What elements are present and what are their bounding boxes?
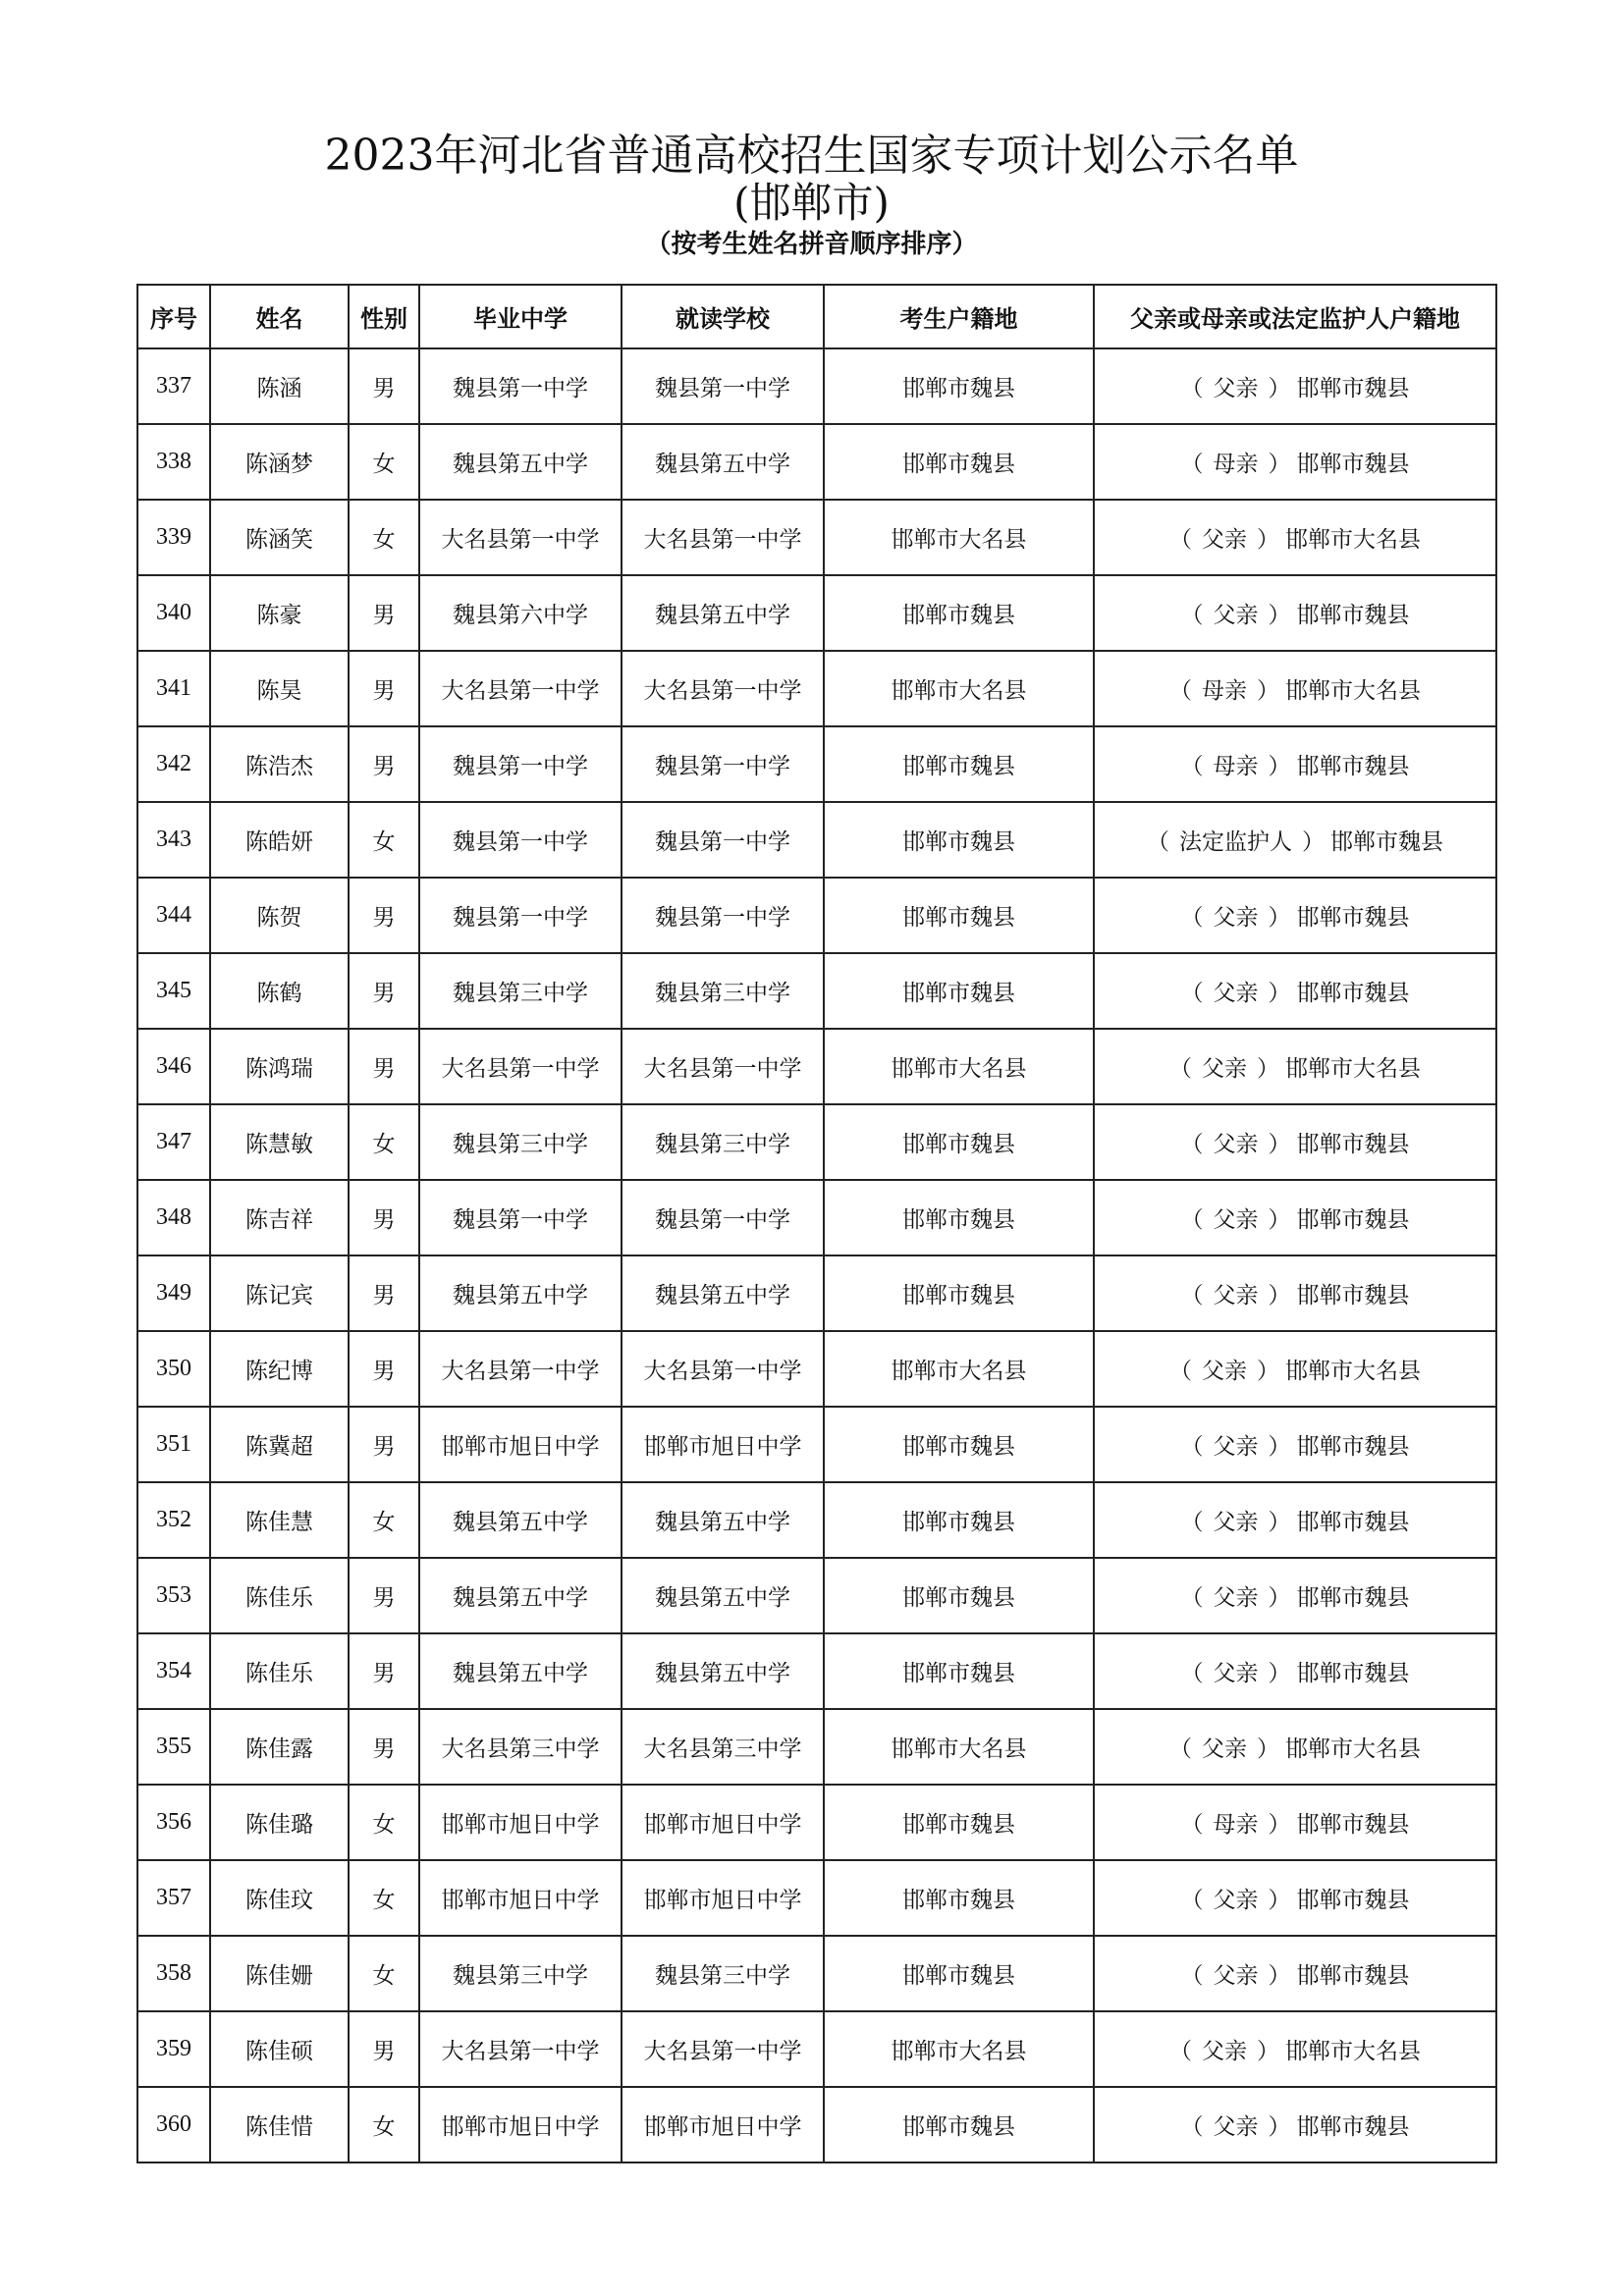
gender-cell: 男 bbox=[349, 348, 419, 424]
guardian-hukou-cell: （ 父亲 ） 邯郸市魏县 bbox=[1094, 1180, 1496, 1255]
gender-cell: 女 bbox=[349, 1936, 419, 2011]
document-subtitle: (邯郸市) bbox=[733, 179, 890, 227]
no-cell: 353 bbox=[137, 1558, 210, 1633]
name-cell: 陈纪博 bbox=[210, 1331, 349, 1407]
current-school-cell: 魏县第五中学 bbox=[622, 575, 824, 651]
column-header-grad-school: 毕业中学 bbox=[419, 285, 622, 348]
hukou-cell: 邯郸市魏县 bbox=[824, 726, 1094, 802]
column-header-name: 姓名 bbox=[210, 285, 349, 348]
name-cell: 陈佳玟 bbox=[210, 1860, 349, 1936]
guardian-place: 邯郸市魏县 bbox=[1296, 1661, 1410, 1686]
name-cell: 陈冀超 bbox=[210, 1407, 349, 1482]
guardian-hukou-cell: （ 父亲 ） 邯郸市魏县 bbox=[1094, 1936, 1496, 2011]
guardian-hukou-cell: （ 父亲 ） 邯郸市魏县 bbox=[1094, 1407, 1496, 1482]
column-header-no: 序号 bbox=[137, 285, 210, 348]
grad-school-cell: 大名县第一中学 bbox=[419, 1331, 622, 1407]
guardian-relation: 母亲 bbox=[1213, 754, 1259, 779]
guardian-place: 邯郸市大名县 bbox=[1285, 678, 1421, 704]
current-school-cell: 邯郸市旭日中学 bbox=[622, 1785, 824, 1860]
current-school-cell: 魏县第一中学 bbox=[622, 802, 824, 878]
grad-school-cell: 魏县第一中学 bbox=[419, 348, 622, 424]
no-cell: 345 bbox=[137, 953, 210, 1029]
current-school-cell: 魏县第五中学 bbox=[622, 1255, 824, 1331]
table-row bbox=[137, 1029, 1496, 1104]
guardian-place: 邯郸市魏县 bbox=[1296, 1434, 1410, 1460]
gender-cell: 男 bbox=[349, 1709, 419, 1785]
guardian-relation: 母亲 bbox=[1213, 452, 1259, 477]
guardian-relation: 父亲 bbox=[1213, 1585, 1259, 1611]
hukou-cell: 邯郸市魏县 bbox=[824, 878, 1094, 953]
name-cell: 陈鸿瑞 bbox=[210, 1029, 349, 1104]
gender-cell: 男 bbox=[349, 575, 419, 651]
guardian-relation: 父亲 bbox=[1213, 603, 1259, 628]
admission-list-table bbox=[136, 284, 1497, 2163]
hukou-cell: 邯郸市大名县 bbox=[824, 651, 1094, 726]
grad-school-cell: 魏县第六中学 bbox=[419, 575, 622, 651]
no-cell: 343 bbox=[137, 802, 210, 878]
hukou-cell: 邯郸市魏县 bbox=[824, 1104, 1094, 1180]
gender-cell: 男 bbox=[349, 1029, 419, 1104]
guardian-hukou-cell: （ 父亲 ） 邯郸市魏县 bbox=[1094, 953, 1496, 1029]
current-school-cell: 大名县第一中学 bbox=[622, 1029, 824, 1104]
guardian-relation: 父亲 bbox=[1213, 905, 1259, 931]
gender-cell: 男 bbox=[349, 953, 419, 1029]
name-cell: 陈佳露 bbox=[210, 1709, 349, 1785]
name-cell: 陈皓妍 bbox=[210, 802, 349, 878]
hukou-cell: 邯郸市魏县 bbox=[824, 1785, 1094, 1860]
document-title: 2023年河北省普通高校招生国家专项计划公示名单 bbox=[324, 131, 1299, 181]
guardian-place: 邯郸市魏县 bbox=[1296, 754, 1410, 779]
name-cell: 陈鹤 bbox=[210, 953, 349, 1029]
guardian-hukou-cell: （ 父亲 ） 邯郸市大名县 bbox=[1094, 1709, 1496, 1785]
table-row bbox=[137, 1936, 1496, 2011]
hukou-cell: 邯郸市魏县 bbox=[824, 1407, 1094, 1482]
gender-cell: 女 bbox=[349, 1860, 419, 1936]
grad-school-cell: 魏县第五中学 bbox=[419, 1633, 622, 1709]
grad-school-cell: 邯郸市旭日中学 bbox=[419, 1407, 622, 1482]
guardian-hukou-cell: （ 父亲 ） 邯郸市大名县 bbox=[1094, 2011, 1496, 2087]
no-cell: 352 bbox=[137, 1482, 210, 1558]
guardian-hukou-cell: （ 父亲 ） 邯郸市魏县 bbox=[1094, 1104, 1496, 1180]
current-school-cell: 魏县第一中学 bbox=[622, 348, 824, 424]
gender-cell: 男 bbox=[349, 878, 419, 953]
guardian-relation: 父亲 bbox=[1213, 1132, 1259, 1157]
grad-school-cell: 魏县第三中学 bbox=[419, 1936, 622, 2011]
name-cell: 陈吉祥 bbox=[210, 1180, 349, 1255]
no-cell: 341 bbox=[137, 651, 210, 726]
guardian-relation: 父亲 bbox=[1213, 981, 1259, 1006]
guardian-hukou-cell: （ 父亲 ） 邯郸市魏县 bbox=[1094, 1633, 1496, 1709]
table-row bbox=[137, 2011, 1496, 2087]
gender-cell: 女 bbox=[349, 802, 419, 878]
sort-note: （按考生姓名拼音顺序排序） bbox=[645, 230, 978, 259]
hukou-cell: 邯郸市大名县 bbox=[824, 1331, 1094, 1407]
hukou-cell: 邯郸市魏县 bbox=[824, 1255, 1094, 1331]
name-cell: 陈佳乐 bbox=[210, 1633, 349, 1709]
hukou-cell: 邯郸市大名县 bbox=[824, 500, 1094, 575]
no-cell: 355 bbox=[137, 1709, 210, 1785]
guardian-hukou-cell: （ 父亲 ） 邯郸市魏县 bbox=[1094, 2087, 1496, 2163]
table-row bbox=[137, 953, 1496, 1029]
guardian-place: 邯郸市魏县 bbox=[1330, 829, 1443, 855]
table-row bbox=[137, 726, 1496, 802]
gender-cell: 男 bbox=[349, 726, 419, 802]
guardian-place: 邯郸市魏县 bbox=[1296, 1812, 1410, 1838]
name-cell: 陈浩杰 bbox=[210, 726, 349, 802]
guardian-place: 邯郸市魏县 bbox=[1296, 452, 1410, 477]
current-school-cell: 魏县第五中学 bbox=[622, 424, 824, 500]
name-cell: 陈佳姗 bbox=[210, 1936, 349, 2011]
guardian-hukou-cell: （ 法定监护人 ） 邯郸市魏县 bbox=[1094, 802, 1496, 878]
no-cell: 357 bbox=[137, 1860, 210, 1936]
current-school-cell: 魏县第一中学 bbox=[622, 726, 824, 802]
guardian-place: 邯郸市大名县 bbox=[1285, 1056, 1421, 1082]
guardian-place: 邯郸市魏县 bbox=[1296, 1510, 1410, 1535]
grad-school-cell: 大名县第一中学 bbox=[419, 2011, 622, 2087]
grad-school-cell: 大名县第一中学 bbox=[419, 500, 622, 575]
no-cell: 351 bbox=[137, 1407, 210, 1482]
gender-cell: 男 bbox=[349, 2011, 419, 2087]
no-cell: 342 bbox=[137, 726, 210, 802]
gender-cell: 女 bbox=[349, 2087, 419, 2163]
guardian-relation: 父亲 bbox=[1202, 1056, 1247, 1082]
no-cell: 356 bbox=[137, 1785, 210, 1860]
column-header-gender: 性别 bbox=[349, 285, 419, 348]
table-row bbox=[137, 651, 1496, 726]
table-row bbox=[137, 1558, 1496, 1633]
name-cell: 陈佳慧 bbox=[210, 1482, 349, 1558]
no-cell: 359 bbox=[137, 2011, 210, 2087]
name-cell: 陈佳惜 bbox=[210, 2087, 349, 2163]
hukou-cell: 邯郸市魏县 bbox=[824, 348, 1094, 424]
guardian-place: 邯郸市魏县 bbox=[1296, 2114, 1410, 2140]
guardian-relation: 父亲 bbox=[1213, 1434, 1259, 1460]
gender-cell: 女 bbox=[349, 500, 419, 575]
guardian-place: 邯郸市魏县 bbox=[1296, 603, 1410, 628]
table-row bbox=[137, 2087, 1496, 2163]
hukou-cell: 邯郸市大名县 bbox=[824, 1709, 1094, 1785]
no-cell: 344 bbox=[137, 878, 210, 953]
guardian-place: 邯郸市大名县 bbox=[1285, 1736, 1421, 1762]
no-cell: 337 bbox=[137, 348, 210, 424]
name-cell: 陈贺 bbox=[210, 878, 349, 953]
gender-cell: 男 bbox=[349, 1180, 419, 1255]
name-cell: 陈慧敏 bbox=[210, 1104, 349, 1180]
no-cell: 349 bbox=[137, 1255, 210, 1331]
grad-school-cell: 魏县第一中学 bbox=[419, 878, 622, 953]
table-row bbox=[137, 348, 1496, 424]
guardian-relation: 父亲 bbox=[1202, 527, 1247, 553]
table-row bbox=[137, 802, 1496, 878]
guardian-hukou-cell: （ 父亲 ） 邯郸市魏县 bbox=[1094, 878, 1496, 953]
guardian-place: 邯郸市大名县 bbox=[1285, 2039, 1421, 2064]
grad-school-cell: 大名县第一中学 bbox=[419, 1029, 622, 1104]
guardian-hukou-cell: （ 父亲 ） 邯郸市大名县 bbox=[1094, 1331, 1496, 1407]
gender-cell: 男 bbox=[349, 1633, 419, 1709]
hukou-cell: 邯郸市魏县 bbox=[824, 1860, 1094, 1936]
guardian-relation: 父亲 bbox=[1213, 1207, 1259, 1233]
table-row bbox=[137, 1331, 1496, 1407]
hukou-cell: 邯郸市魏县 bbox=[824, 1180, 1094, 1255]
table-row bbox=[137, 1255, 1496, 1331]
gender-cell: 女 bbox=[349, 1482, 419, 1558]
no-cell: 347 bbox=[137, 1104, 210, 1180]
table-row bbox=[137, 1180, 1496, 1255]
gender-cell: 男 bbox=[349, 1407, 419, 1482]
guardian-hukou-cell: （ 父亲 ） 邯郸市大名县 bbox=[1094, 1029, 1496, 1104]
name-cell: 陈佳硕 bbox=[210, 2011, 349, 2087]
guardian-place: 邯郸市魏县 bbox=[1296, 1963, 1410, 1989]
name-cell: 陈涵梦 bbox=[210, 424, 349, 500]
guardian-relation: 法定监护人 bbox=[1179, 829, 1292, 855]
no-cell: 358 bbox=[137, 1936, 210, 2011]
hukou-cell: 邯郸市魏县 bbox=[824, 2087, 1094, 2163]
grad-school-cell: 大名县第一中学 bbox=[419, 651, 622, 726]
name-cell: 陈佳璐 bbox=[210, 1785, 349, 1860]
no-cell: 339 bbox=[137, 500, 210, 575]
guardian-hukou-cell: （ 父亲 ） 邯郸市魏县 bbox=[1094, 1482, 1496, 1558]
hukou-cell: 邯郸市魏县 bbox=[824, 953, 1094, 1029]
table-row bbox=[137, 1633, 1496, 1709]
no-cell: 340 bbox=[137, 575, 210, 651]
current-school-cell: 魏县第五中学 bbox=[622, 1558, 824, 1633]
guardian-hukou-cell: （ 母亲 ） 邯郸市魏县 bbox=[1094, 1785, 1496, 1860]
current-school-cell: 大名县第一中学 bbox=[622, 651, 824, 726]
guardian-place: 邯郸市魏县 bbox=[1296, 981, 1410, 1006]
table-row bbox=[137, 1482, 1496, 1558]
guardian-relation: 父亲 bbox=[1202, 1736, 1247, 1762]
gender-cell: 男 bbox=[349, 1255, 419, 1331]
column-header-hukou: 考生户籍地 bbox=[824, 285, 1094, 348]
no-cell: 354 bbox=[137, 1633, 210, 1709]
gender-cell: 男 bbox=[349, 1558, 419, 1633]
guardian-relation: 父亲 bbox=[1202, 2039, 1247, 2064]
table-row bbox=[137, 1709, 1496, 1785]
current-school-cell: 魏县第五中学 bbox=[622, 1633, 824, 1709]
guardian-hukou-cell: （ 父亲 ） 邯郸市魏县 bbox=[1094, 1860, 1496, 1936]
guardian-hukou-cell: （ 父亲 ） 邯郸市魏县 bbox=[1094, 575, 1496, 651]
guardian-hukou-cell: （ 父亲 ） 邯郸市大名县 bbox=[1094, 500, 1496, 575]
guardian-relation: 父亲 bbox=[1213, 376, 1259, 401]
hukou-cell: 邯郸市魏县 bbox=[824, 1558, 1094, 1633]
gender-cell: 男 bbox=[349, 1331, 419, 1407]
column-header-guardian-hukou: 父亲或母亲或法定监护人户籍地 bbox=[1094, 285, 1496, 348]
current-school-cell: 魏县第三中学 bbox=[622, 953, 824, 1029]
hukou-cell: 邯郸市大名县 bbox=[824, 2011, 1094, 2087]
grad-school-cell: 魏县第一中学 bbox=[419, 1180, 622, 1255]
table-row bbox=[137, 1860, 1496, 1936]
guardian-relation: 父亲 bbox=[1213, 1661, 1259, 1686]
table-row bbox=[137, 575, 1496, 651]
no-cell: 346 bbox=[137, 1029, 210, 1104]
guardian-relation: 父亲 bbox=[1213, 1888, 1259, 1913]
no-cell: 338 bbox=[137, 424, 210, 500]
grad-school-cell: 大名县第三中学 bbox=[419, 1709, 622, 1785]
current-school-cell: 大名县第一中学 bbox=[622, 1331, 824, 1407]
guardian-hukou-cell: （ 父亲 ） 邯郸市魏县 bbox=[1094, 1558, 1496, 1633]
guardian-hukou-cell: （ 母亲 ） 邯郸市魏县 bbox=[1094, 726, 1496, 802]
current-school-cell: 邯郸市旭日中学 bbox=[622, 2087, 824, 2163]
hukou-cell: 邯郸市魏县 bbox=[824, 424, 1094, 500]
hukou-cell: 邯郸市魏县 bbox=[824, 575, 1094, 651]
current-school-cell: 大名县第一中学 bbox=[622, 2011, 824, 2087]
guardian-relation: 母亲 bbox=[1213, 1812, 1259, 1838]
table-row bbox=[137, 878, 1496, 953]
guardian-place: 邯郸市魏县 bbox=[1296, 1585, 1410, 1611]
name-cell: 陈佳乐 bbox=[210, 1558, 349, 1633]
table-header-row bbox=[137, 285, 1496, 348]
hukou-cell: 邯郸市魏县 bbox=[824, 1482, 1094, 1558]
guardian-place: 邯郸市大名县 bbox=[1285, 1359, 1421, 1384]
no-cell: 350 bbox=[137, 1331, 210, 1407]
guardian-relation: 父亲 bbox=[1213, 1510, 1259, 1535]
guardian-place: 邯郸市大名县 bbox=[1285, 527, 1421, 553]
name-cell: 陈豪 bbox=[210, 575, 349, 651]
column-header-current-school: 就读学校 bbox=[622, 285, 824, 348]
guardian-place: 邯郸市魏县 bbox=[1296, 1207, 1410, 1233]
guardian-place: 邯郸市魏县 bbox=[1296, 1132, 1410, 1157]
grad-school-cell: 邯郸市旭日中学 bbox=[419, 1785, 622, 1860]
table-row bbox=[137, 500, 1496, 575]
current-school-cell: 魏县第一中学 bbox=[622, 878, 824, 953]
grad-school-cell: 魏县第三中学 bbox=[419, 953, 622, 1029]
grad-school-cell: 魏县第五中学 bbox=[419, 1255, 622, 1331]
guardian-relation: 父亲 bbox=[1213, 1283, 1259, 1308]
gender-cell: 女 bbox=[349, 1785, 419, 1860]
name-cell: 陈记宾 bbox=[210, 1255, 349, 1331]
current-school-cell: 魏县第三中学 bbox=[622, 1104, 824, 1180]
guardian-hukou-cell: （ 父亲 ） 邯郸市魏县 bbox=[1094, 1255, 1496, 1331]
current-school-cell: 魏县第一中学 bbox=[622, 1180, 824, 1255]
hukou-cell: 邯郸市魏县 bbox=[824, 1936, 1094, 2011]
guardian-place: 邯郸市魏县 bbox=[1296, 1888, 1410, 1913]
grad-school-cell: 魏县第五中学 bbox=[419, 1482, 622, 1558]
guardian-place: 邯郸市魏县 bbox=[1296, 905, 1410, 931]
guardian-place: 邯郸市魏县 bbox=[1296, 376, 1410, 401]
name-cell: 陈涵笑 bbox=[210, 500, 349, 575]
grad-school-cell: 魏县第三中学 bbox=[419, 1104, 622, 1180]
guardian-relation: 父亲 bbox=[1202, 1359, 1247, 1384]
gender-cell: 女 bbox=[349, 424, 419, 500]
table-row bbox=[137, 1104, 1496, 1180]
name-cell: 陈昊 bbox=[210, 651, 349, 726]
table-row bbox=[137, 1407, 1496, 1482]
guardian-relation: 父亲 bbox=[1213, 1963, 1259, 1989]
hukou-cell: 邯郸市大名县 bbox=[824, 1029, 1094, 1104]
grad-school-cell: 魏县第一中学 bbox=[419, 726, 622, 802]
guardian-relation: 母亲 bbox=[1202, 678, 1247, 704]
hukou-cell: 邯郸市魏县 bbox=[824, 1633, 1094, 1709]
current-school-cell: 大名县第一中学 bbox=[622, 500, 824, 575]
gender-cell: 男 bbox=[349, 651, 419, 726]
table-row bbox=[137, 424, 1496, 500]
grad-school-cell: 魏县第五中学 bbox=[419, 424, 622, 500]
current-school-cell: 邯郸市旭日中学 bbox=[622, 1407, 824, 1482]
grad-school-cell: 邯郸市旭日中学 bbox=[419, 2087, 622, 2163]
guardian-hukou-cell: （ 母亲 ） 邯郸市大名县 bbox=[1094, 651, 1496, 726]
no-cell: 348 bbox=[137, 1180, 210, 1255]
grad-school-cell: 魏县第一中学 bbox=[419, 802, 622, 878]
current-school-cell: 邯郸市旭日中学 bbox=[622, 1860, 824, 1936]
guardian-hukou-cell: （ 父亲 ） 邯郸市魏县 bbox=[1094, 348, 1496, 424]
no-cell: 360 bbox=[137, 2087, 210, 2163]
gender-cell: 女 bbox=[349, 1104, 419, 1180]
grad-school-cell: 邯郸市旭日中学 bbox=[419, 1860, 622, 1936]
guardian-hukou-cell: （ 母亲 ） 邯郸市魏县 bbox=[1094, 424, 1496, 500]
current-school-cell: 魏县第五中学 bbox=[622, 1482, 824, 1558]
table-row bbox=[137, 1785, 1496, 1860]
current-school-cell: 大名县第三中学 bbox=[622, 1709, 824, 1785]
guardian-relation: 父亲 bbox=[1213, 2114, 1259, 2140]
current-school-cell: 魏县第三中学 bbox=[622, 1936, 824, 2011]
name-cell: 陈涵 bbox=[210, 348, 349, 424]
grad-school-cell: 魏县第五中学 bbox=[419, 1558, 622, 1633]
guardian-place: 邯郸市魏县 bbox=[1296, 1283, 1410, 1308]
hukou-cell: 邯郸市魏县 bbox=[824, 802, 1094, 878]
